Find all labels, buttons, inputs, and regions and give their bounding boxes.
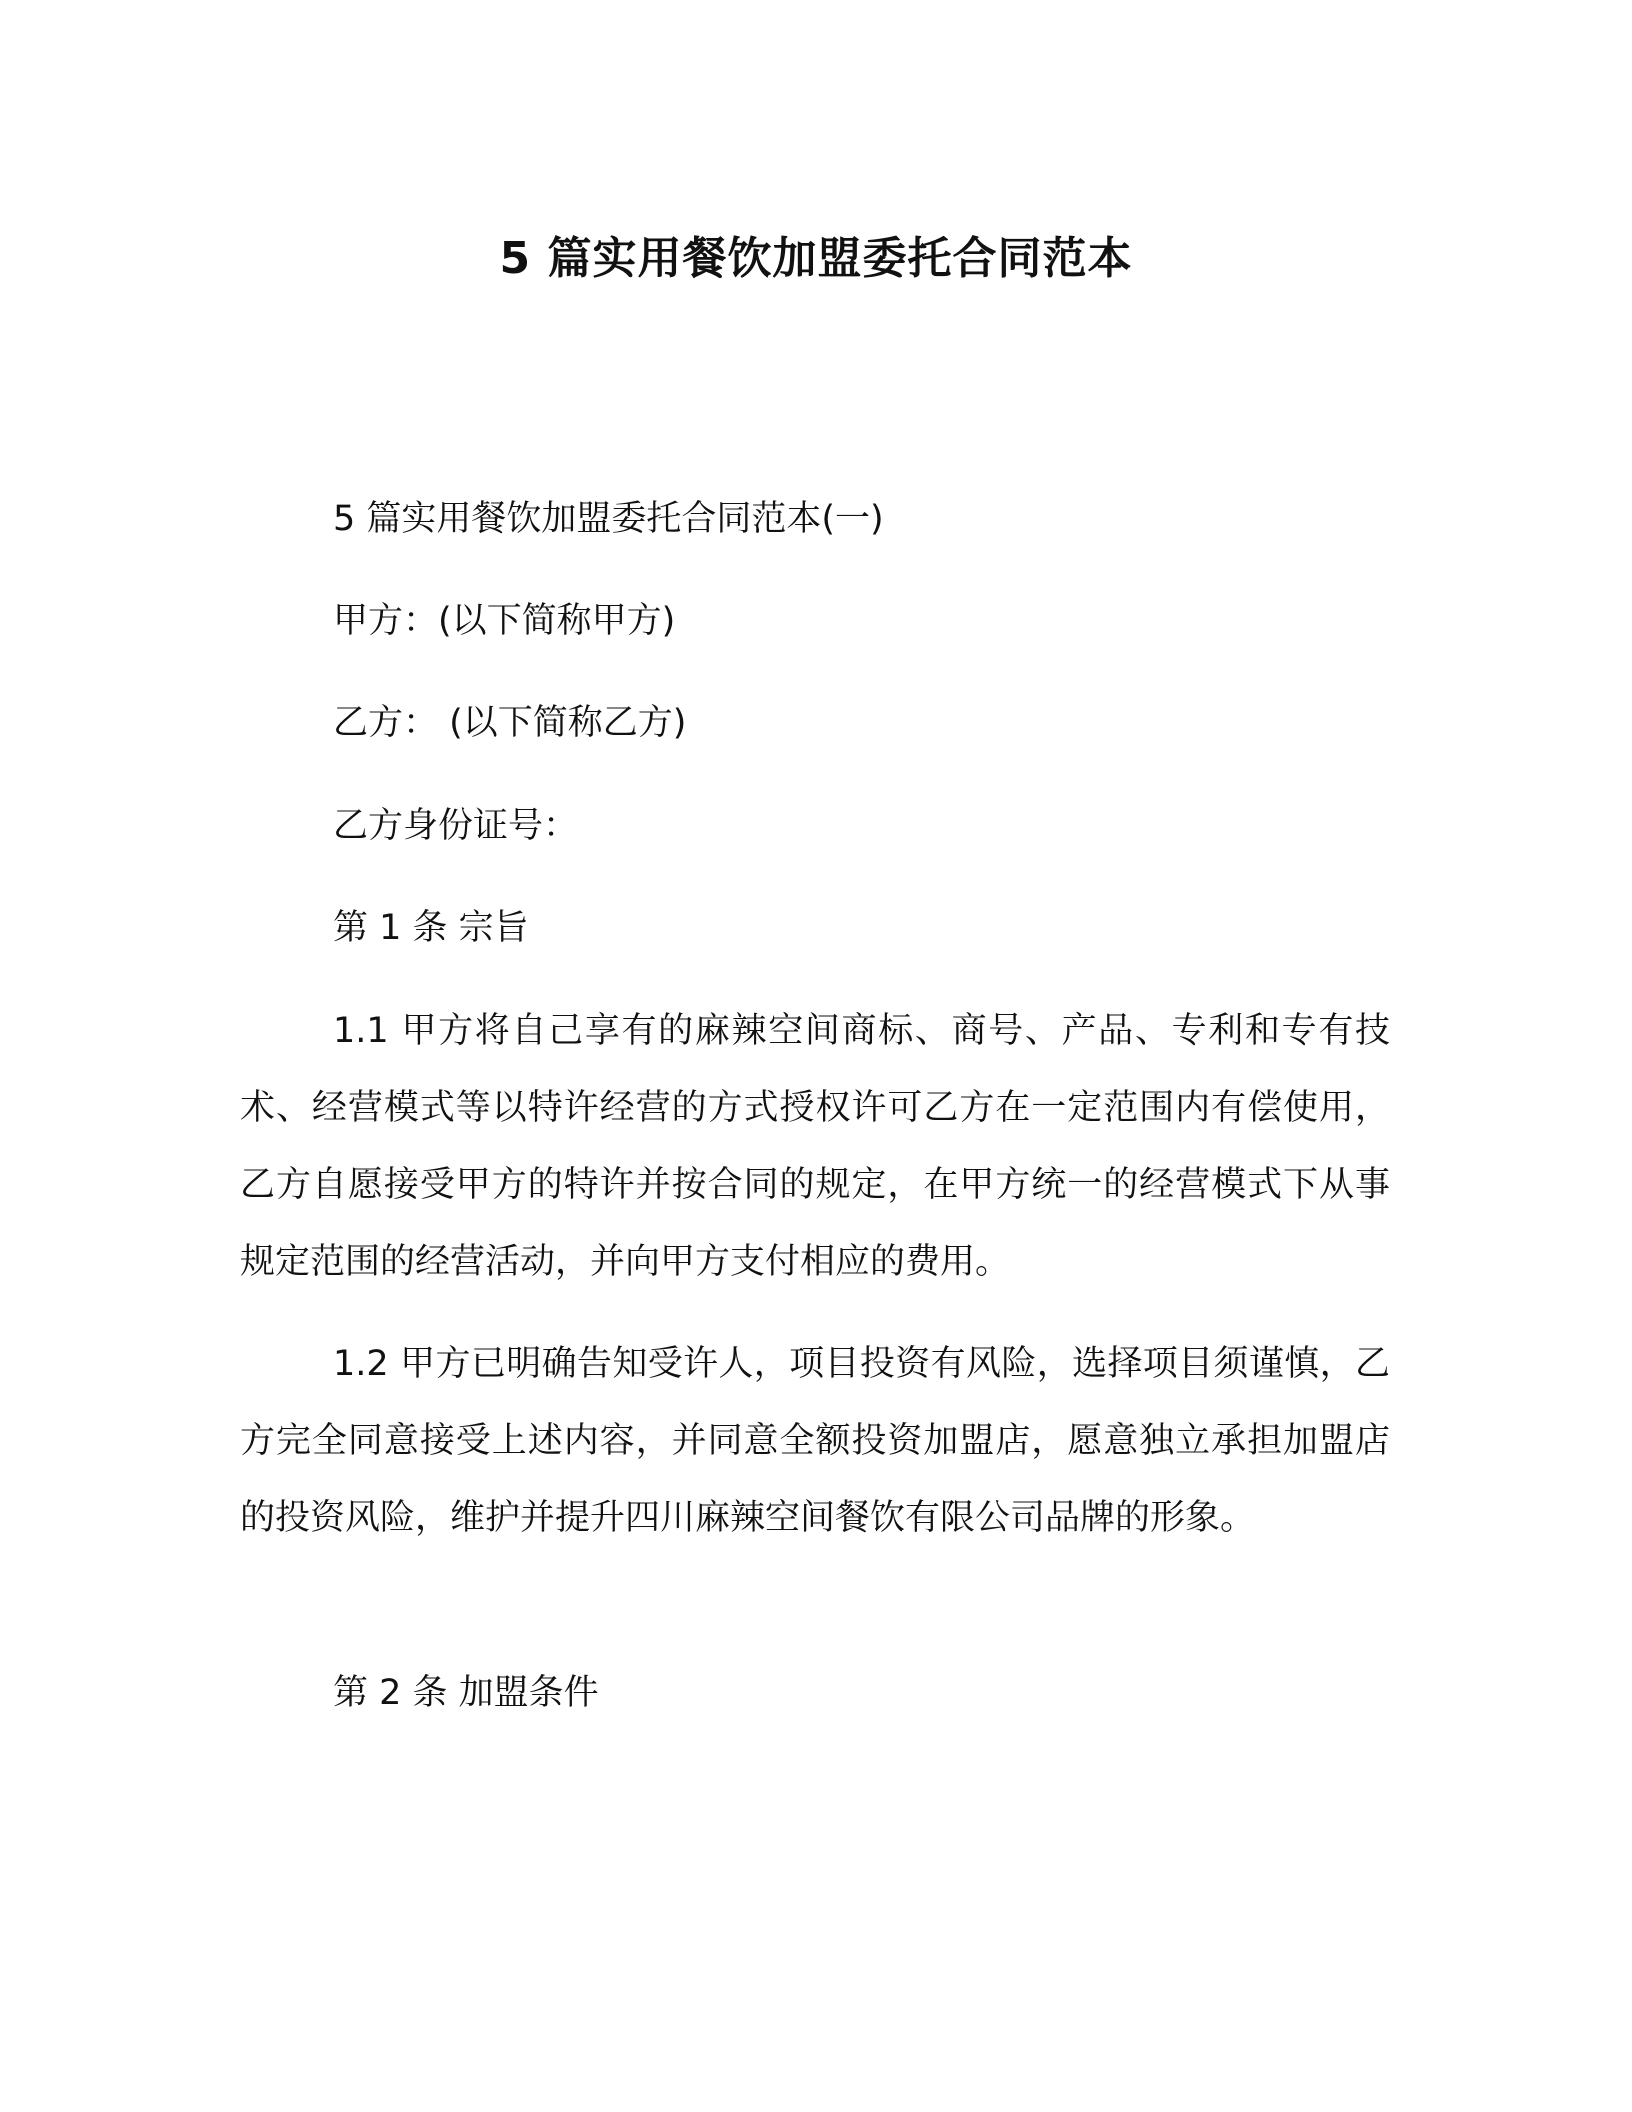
party-b-line: 乙方： (以下简称乙方)	[333, 703, 687, 743]
party-a-line: 甲方：(以下简称甲方)	[333, 601, 676, 641]
party-b-id-line: 乙方身份证号：	[333, 806, 579, 846]
article-1-heading: 第 1 条 宗旨	[333, 908, 529, 948]
article-2-heading: 第 2 条 加盟条件	[333, 1673, 599, 1713]
contract-subtitle: 5 篇实用餐饮加盟委托合同范本(一)	[333, 499, 884, 539]
document-title: 5 篇实用餐饮加盟委托合同范本	[499, 233, 1133, 284]
clause-1-1: 1.1 甲方将自己享有的麻辣空间商标、商号、产品、专利和专有技术、经营模式等以特许经营的方式授权许可乙方在一定范围内有偿使用，乙方自愿接受甲方的特许并按合同的规定，在甲方统一的经营模式下从事规定范围的经营活动，并向甲方支付相应的费用。	[240, 1011, 1390, 1282]
clause-1-2: 1.2 甲方已明确告知受许人，项目投资有风险，选择项目须谨慎，乙方完全同意接受上述内容，并同意全额投资加盟店，愿意独立承担加盟店的投资风险，维护并提升四川麻辣空间餐饮有限公司品牌的形象。	[240, 1344, 1390, 1538]
